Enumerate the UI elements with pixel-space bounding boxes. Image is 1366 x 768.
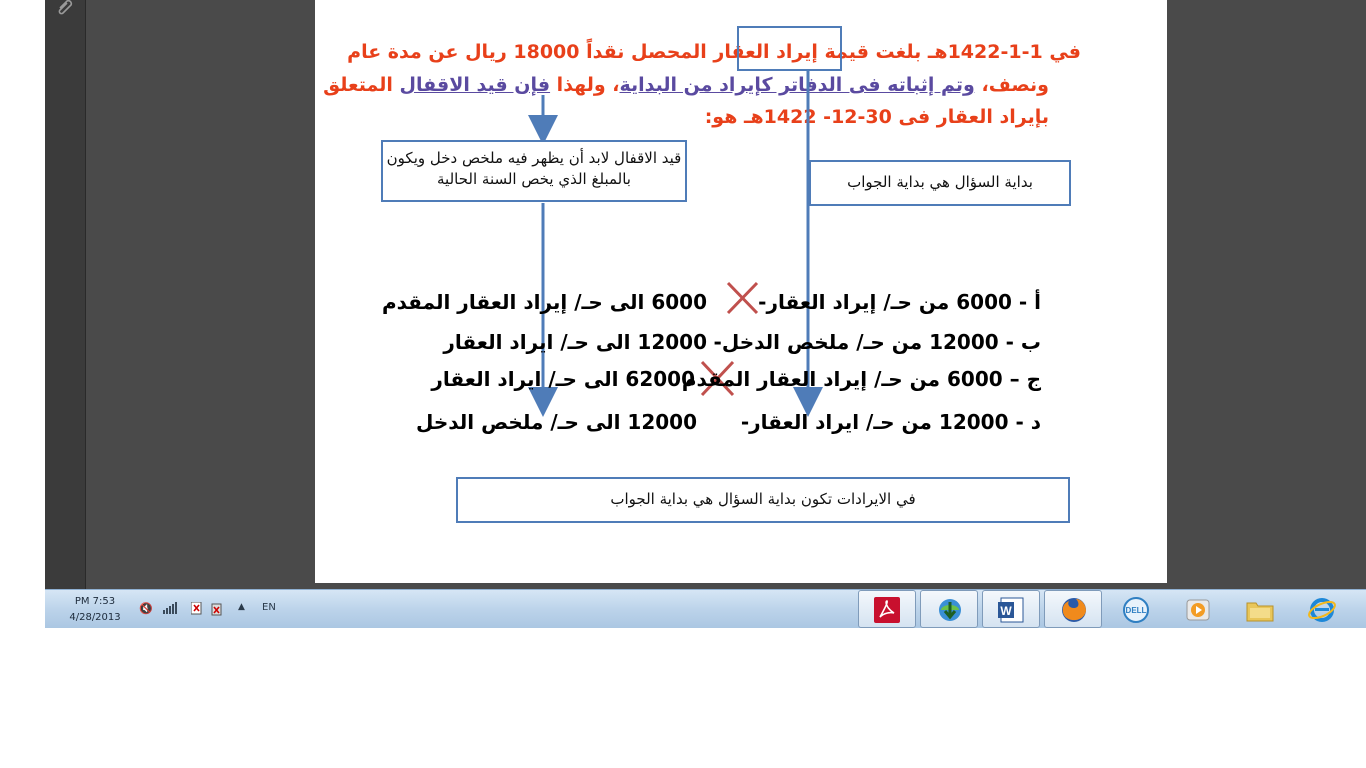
slide-page [315,0,1167,583]
network-icon[interactable] [163,602,177,614]
language-indicator[interactable]: EN [262,602,276,613]
acrobat-icon [873,596,901,624]
svg-text:W: W [1000,604,1012,618]
svg-text:DELL: DELL [1125,606,1147,615]
option-d-right: د - 12000 من حـ/ ايراد العقار- [740,410,1041,434]
option-b-left: 12000 الى حـ/ ايراد العقار [443,330,707,354]
taskbar-download-manager[interactable] [920,590,978,628]
clock-time: PM 7:53 [74,596,116,607]
question-start-note: بداية السؤال هي بداية الجواب [809,160,1071,206]
screen [45,0,1366,628]
taskbar-dell[interactable] [1106,590,1164,628]
taskbar-internet-explorer[interactable] [1292,590,1350,628]
option-b-right: ب - 12000 من حـ/ ملخص الدخل- [713,330,1041,354]
clock[interactable] [63,594,127,626]
media-player-icon [1183,596,1213,624]
power-icon[interactable] [211,602,223,616]
option-c-right: ج – 6000 من حـ/ إيراد العقار المقدم [681,367,1041,391]
word-icon [997,596,1027,624]
option-d-left: 12000 الى حـ/ ملخص الدخل [415,410,697,434]
ie-icon [1307,596,1337,624]
folder-icon [1245,596,1275,624]
option-c-left: 62000 الى حـ/ ايراد العقار [431,367,695,391]
document-viewer [45,0,1366,589]
taskbar-firefox[interactable] [1044,590,1102,628]
show-hidden-icons-icon[interactable]: ▲ [238,602,245,612]
firefox-icon [1059,596,1089,624]
option-a-left: 6000 الى حـ/ إيراد العقار المقدم [381,290,707,314]
dell-icon [1121,596,1151,624]
question-line-3: بإيراد العقار فى 30-12- 1422هـ هو: [704,106,1049,128]
question-line-1: في 1-1-1422هـ بلغت قيمة إيراد العقار المحصل نقداً 18000 ريال عن مدة عام [347,41,1081,63]
question-line-2: ونصف، وتم إثباته فى الدفاتر كإيراد من البداية، ولهذا فإن قيد الاقفال المتعلق [323,74,1049,96]
download-manager-icon [935,596,965,624]
taskbar [45,589,1366,628]
cross-mark-a [728,283,757,313]
volume-muted-icon[interactable]: 🔇 [139,602,153,615]
highlighted-term: إيراد العقار [713,41,818,63]
taskbar-word[interactable] [982,590,1040,628]
closing-entry-note: قيد الاقفال لابد أن يظهر فيه ملخص دخل ويكون بالمبلغ الذي يخص السنة الحالية [381,140,687,202]
taskbar-acrobat[interactable] [858,590,916,628]
option-a-right: أ - 6000 من حـ/ إيراد العقار- [758,290,1041,314]
taskbar-media-player[interactable] [1168,590,1226,628]
attachment-icon[interactable] [54,0,76,16]
clock-date: 4/28/2013 [69,612,121,623]
navigation-pane [45,0,86,589]
flag-error-icon[interactable] [191,602,203,616]
revenues-note: في الايرادات تكون بداية السؤال هي بداية الجواب [456,477,1070,523]
taskbar-file-explorer[interactable] [1230,590,1288,628]
